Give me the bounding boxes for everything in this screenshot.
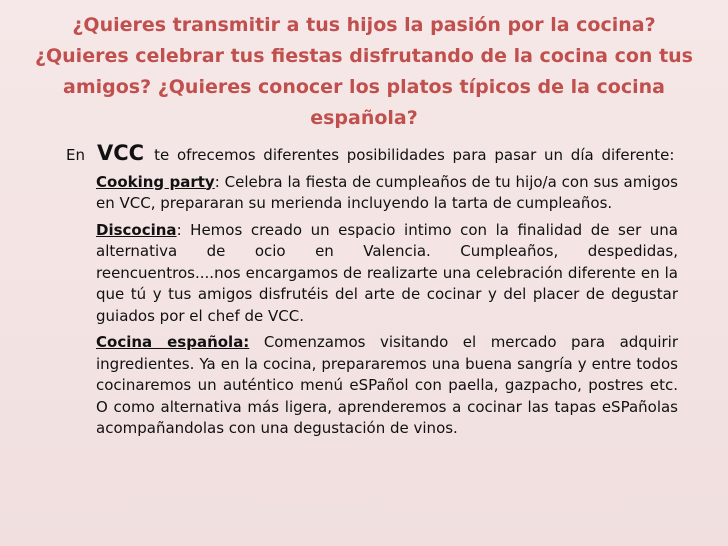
section-separator: : — [176, 220, 182, 239]
section-text-cooking-party: Celebra la fiesta de cumpleaños de tu hijo/a con sus amigos en VCC, prepararan su merienda incluyendo la tarta de cumpleaños. — [96, 172, 678, 212]
section-label-cocina-espanola: Cocina española: — [96, 333, 250, 351]
brand-name: VCC — [96, 141, 145, 165]
section-separator: : — [214, 172, 220, 191]
intro-paragraph — [66, 143, 678, 167]
section-text-discocina: Hemos creado un espacio intimo con la finalidad de ser una alternativa de ocio en Valencia. Cumpleaños, despedidas, reencuentros....nos encargamos de realizarte una celebración diferente en la que tú y tus amigos disfrutéis del arte de cocinar y del placer de degustar guiados por el chef de VCC. — [96, 220, 678, 325]
intro-text: te ofrecemos diferentes posibilidades para pasar un día diferente: — [154, 146, 675, 164]
slide-content — [66, 143, 678, 440]
section-label-cooking-party: Cooking party — [96, 172, 215, 191]
section-discocina — [96, 220, 678, 328]
slide-title: ¿Quieres transmitir a tus hijos la pasión por la cocina?¿Quieres celebrar tus fiestas disfrutando de la cocina con tus amigos? ¿Quieres conocer los platos típicos de la cocina española? — [34, 14, 693, 129]
section-text-cocina-espanola: Comenzamos visitando el mercado para adquirir ingredientes. Ya en la cocina, prepararemos una buena sangría y entre todos cocinaremos un auténtico menú eSPañol con paella, gazpacho, postres etc. O como alternativa más ligera, aprenderemos a cocinar las tapas eSPañolas acompañandolas con una degustación de vinos. — [96, 333, 678, 437]
section-cooking-party — [96, 172, 678, 215]
intro-prefix: En — [66, 146, 85, 164]
section-cocina-espanola — [96, 332, 678, 440]
section-label-discocina: Discocina — [96, 220, 177, 239]
